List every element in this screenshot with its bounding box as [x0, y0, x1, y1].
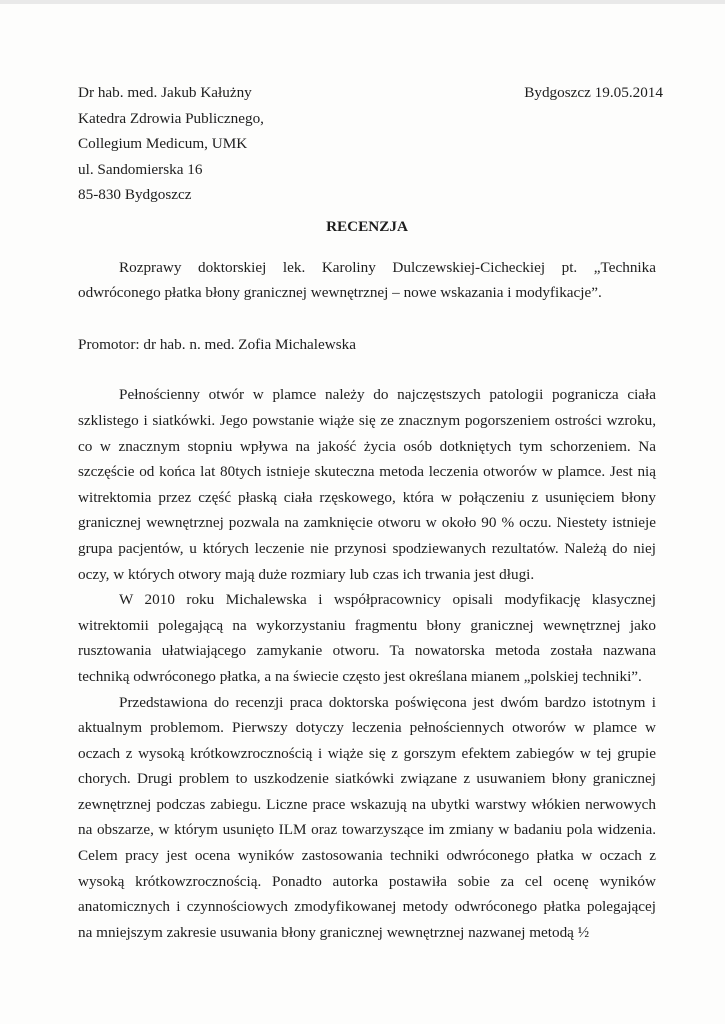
- paragraph-1: Pełnościenny otwór w plamce należy do najczęstszych patologii pogranicza ciała szklistego i siatkówki. Jego powstanie wiąże się ze znacznym pogorszeniem ostrości wzroku, co w znacznym stopniu wpływa na jakość życia osób dotkniętych tym schorzeniem. Na szczęście od końca lat 80tych istnieje skuteczna metoda leczenia otworów w plamce. Jest nią witrektomia przez część płaską ciała rzęskowego, która w połączeniu z usunięciem błony granicznej wewnętrznej pozwala na zamknięcie otworu w około 90 % oczu. Niestety istnieje grupa pacjentów, u których leczenie nie przynosi spodziewanych rezultatów. Należą do niej oczy, w których otwory mają duże rozmiary lub czas ich trwania jest długi.: [78, 386, 656, 583]
- letter-header: [78, 80, 663, 208]
- scan-edge: [0, 0, 725, 4]
- review-subject: Rozprawy doktorskiej lek. Karoliny Dulczewskiej-Cicheckiej pt. „Technika odwróconego płatka błony granicznej wewnętrznej – nowe wskazania i modyfikacje”.: [78, 258, 656, 302]
- sender-name: Dr hab. med. Jakub Kałużny: [78, 84, 252, 101]
- sender-institution: Collegium Medicum, UMK: [78, 135, 248, 153]
- sender-city: 85-830 Bydgoszcz: [78, 186, 192, 204]
- paragraph-3: Przedstawiona do recenzji praca doktorska poświęcona jest dwóm bardzo istotnym i aktualnym problemom. Pierwszy dotyczy leczenia pełnościennych otworów w plamce w oczach z wysoką krótkowzrocznością i wiąże się z gorszym efektem zabiegów w tej grupie chorych. Drugi problem to uszkodzenie siatkówki związane z usuwaniem błony granicznej zewnętrznej podczas zabiegu. Liczne prace wskazują na ubytki warstwy włókien nerwowych na obszarze, w którym usunięto ILM oraz towarzyszące im zmiany w badaniu pola widzenia. Celem pracy jest ocena wyników zastosowania techniki odwróconego płatka w oczach z wysoką krótkowzrocznością. Ponadto autorka postawiła sobie za cel ocenę wyników anatomicznych i czynnościowych zmodyfikowanej metody odwróconego płatka polegającej na mniejszym zakresie usuwania błony granicznej wewnętrznej nazwanej metodą ½: [78, 693, 656, 941]
- promotor-line: Promotor: dr hab. n. med. Zofia Michalewska: [78, 335, 356, 353]
- sender-department: Katedra Zdrowia Publicznego,: [78, 109, 264, 127]
- letter-body: [78, 80, 663, 945]
- date-place: Bydgoszcz 19.05.2014: [524, 84, 663, 101]
- paragraph-2: W 2010 roku Michalewska i współpracownicy opisali modyfikację klasycznej witrektomii polegającą na wykorzystaniu fragmentu błony granicznej wewnętrznej jako rusztowania ułatwiającego zamykanie otworu. Ta nowatorska metoda została nazwana techniką odwróconego płatka, a na świecie często jest określana mianem „polskiej techniki”.: [78, 591, 656, 685]
- document-title: RECENZJA: [326, 218, 408, 235]
- sender-street: ul. Sandomierska 16: [78, 160, 203, 178]
